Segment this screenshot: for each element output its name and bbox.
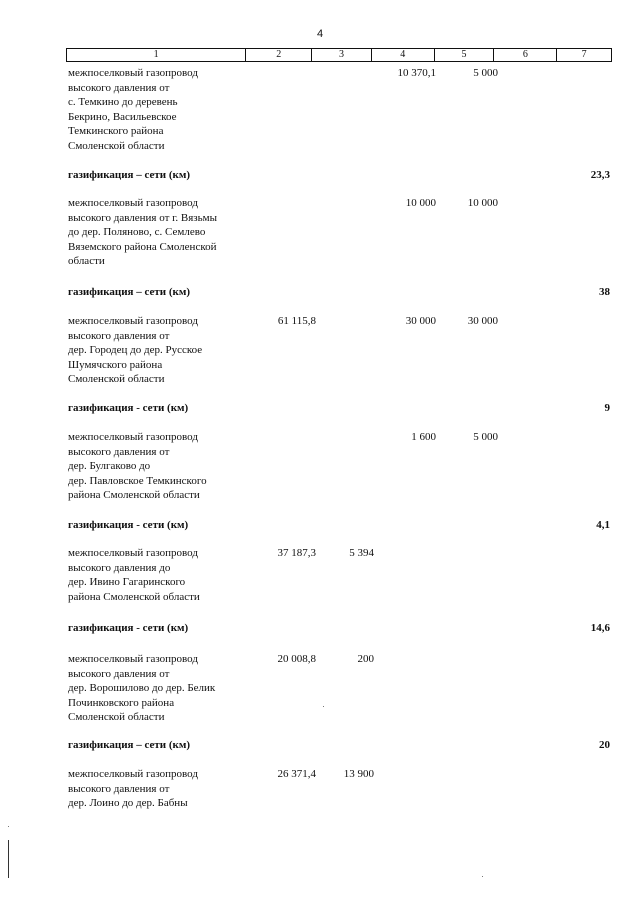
network-length-value: 4,1 [596, 519, 610, 531]
column-header-2: 2 [246, 49, 312, 61]
value-col-5: 5 000 [473, 431, 498, 443]
gasification-label: газификация - сети (км) [68, 519, 189, 531]
value-col-3: 5 394 [349, 547, 374, 559]
value-col-2: 26 371,4 [277, 768, 316, 780]
project-description: межпоселковый газопровод высокого давления от дер. Городец до дер. Русское Шумячского района Смоленской области [68, 315, 203, 385]
gasification-label: газификация - сети (км) [68, 402, 189, 414]
value-col-4: 30 000 [405, 315, 436, 327]
value-col-2: 37 187,3 [277, 547, 316, 559]
network-length-value: 20 [599, 739, 610, 751]
gasification-label: газификация – сети (км) [68, 739, 191, 751]
value-col-3: 13 900 [343, 768, 374, 780]
project-description: межпоселковый газопровод высокого давления от дер. Булгаково до дер. Павловское Темкинского района Смоленской области [68, 431, 207, 501]
column-header-6: 6 [494, 49, 557, 61]
gasification-label: газификация – сети (км) [68, 169, 191, 181]
value-col-2: 20 008,8 [277, 653, 316, 665]
scan-margin-mark [8, 840, 9, 878]
column-header-4: 4 [372, 49, 435, 61]
network-length-value: 38 [599, 286, 610, 298]
column-header-1: 1 [67, 49, 246, 61]
gasification-label: газификация - сети (км) [68, 622, 189, 634]
gasification-label: газификация – сети (км) [68, 286, 191, 298]
project-description: межпоселковый газопровод высокого давления от дер. Лоино до дер. Бабны [68, 768, 198, 809]
value-col-5: 30 000 [467, 315, 498, 327]
value-col-4: 10 000 [405, 197, 436, 209]
network-length-value: 9 [604, 402, 610, 414]
scan-speck [323, 706, 324, 707]
network-length-value: 23,3 [590, 169, 610, 181]
value-col-5: 10 000 [467, 197, 498, 209]
scan-speck [8, 826, 9, 827]
value-col-4: 10 370,1 [397, 67, 436, 79]
column-header-5: 5 [435, 49, 495, 61]
project-description: межпоселковый газопровод высокого давления от дер. Ворошилово до дер. Белик Починковского района Смоленской области [68, 653, 216, 723]
value-col-3: 200 [357, 653, 374, 665]
value-col-2: 61 115,8 [277, 315, 316, 327]
project-description: межпоселковый газопровод высокого давления от г. Вязьмы до дер. Поляново, с. Семлево Вяземского района Смоленской области [68, 197, 218, 267]
value-col-4: 1 600 [411, 431, 436, 443]
table-header-row [66, 48, 612, 62]
project-description: межпоселковый газопровод высокого давления от с. Темкино до деревень Бекрино, Васильевское Темкинского района Смоленской области [68, 67, 198, 152]
value-col-5: 5 000 [473, 67, 498, 79]
column-header-7: 7 [581, 49, 587, 60]
page-number: 4 [316, 28, 324, 40]
network-length-value: 14,6 [590, 622, 610, 634]
column-header-3: 3 [312, 49, 372, 61]
project-description: межпоселковый газопровод высокого давления до дер. Ивино Гагаринского района Смоленской области [68, 547, 200, 603]
scan-speck [482, 876, 483, 877]
